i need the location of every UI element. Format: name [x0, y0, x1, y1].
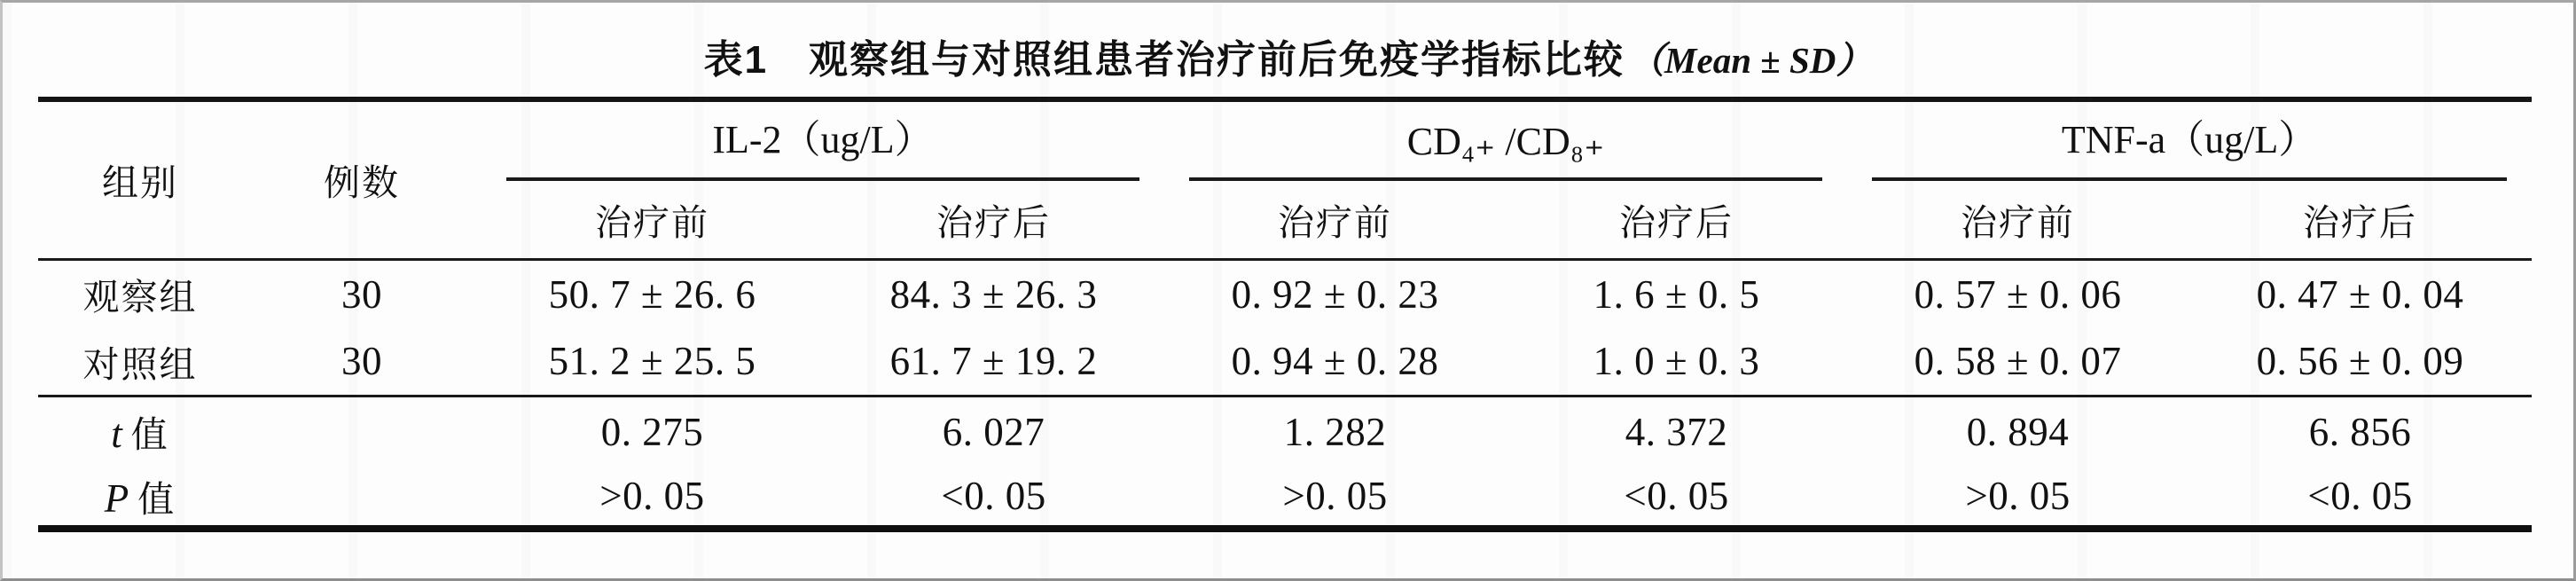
group-header-tnf-label: TNF-a（ug/L） [2061, 118, 2318, 161]
stat-value-cell: >0. 05 [1282, 474, 1388, 518]
value-cell: 1. 6 ± 0. 5 [1593, 271, 1760, 317]
stat-value-cell: >0. 05 [1965, 474, 2071, 518]
stat-value-cell: 1. 282 [1283, 409, 1387, 454]
table-row-control [38, 328, 2532, 396]
value-cell: 0. 56 ± 0. 09 [2188, 328, 2532, 396]
stat-value-cell: <0. 05 [1624, 474, 1729, 518]
stat-row-p [38, 467, 2532, 529]
col-header-group: 组别 [38, 99, 242, 259]
value-cell: 84. 3 ± 26. 3 [889, 271, 1098, 317]
stat-suffix: 值 [130, 414, 169, 456]
empty-cell [242, 467, 482, 529]
group-header-tnf [1847, 99, 2532, 181]
group-header-il2-label: IL-2（ug/L） [712, 118, 934, 161]
group-underline [1872, 107, 2507, 181]
data-table [38, 97, 2532, 532]
stat-row-label [38, 396, 242, 467]
stat-row-label [38, 467, 242, 529]
group-header-cd4-cd8 [1164, 99, 1847, 181]
stat-row-t [38, 396, 2532, 467]
value-cell: 0. 57 ± 0. 06 [1914, 271, 2122, 317]
subheader-tnf-before: 治疗前 [1847, 181, 2188, 259]
value-cell: 1. 0 ± 0. 3 [1506, 328, 1847, 396]
stat-symbol: t [111, 412, 122, 457]
table-title [3, 27, 2573, 84]
table-title-stat: （Mean ± SD） [1628, 40, 1873, 81]
value-cell: 0. 94 ± 0. 28 [1164, 328, 1506, 396]
col-header-n: 例数 [242, 99, 482, 259]
value-cell: 61. 7 ± 19. 2 [823, 328, 1164, 396]
stat-value-cell: <0. 05 [2307, 474, 2413, 518]
stat-symbol: P [104, 475, 129, 521]
stat-value-cell: 6. 856 [2308, 409, 2412, 454]
stat-suffix: 值 [137, 478, 176, 520]
stat-value-cell: 4. 372 [1625, 409, 1728, 454]
group-underline [506, 107, 1139, 181]
value-cell: 51. 2 ± 25. 5 [482, 328, 823, 396]
subheader-il2-after: 治疗后 [823, 181, 1164, 259]
value-cell: 50. 7 ± 26. 6 [548, 271, 756, 317]
value-cell: 0. 58 ± 0. 07 [1847, 328, 2188, 396]
table-title-text: 表1 观察组与对照组患者治疗前后免疫学指标比较 [703, 38, 1625, 82]
header-row-groups [38, 99, 2532, 181]
group-header-cd4-cd8-label: CD₄₊ /CD₈₊ [1406, 120, 1605, 163]
table-row-observation [38, 259, 2532, 328]
stat-value-cell: <0. 05 [941, 474, 1046, 518]
stat-value-cell: 0. 894 [1966, 409, 2070, 454]
row-label: 观察组 [82, 277, 198, 318]
subheader-tnf-after: 治疗后 [2188, 181, 2532, 259]
stat-value-cell: >0. 05 [599, 474, 705, 518]
subheader-il2-before: 治疗前 [482, 181, 823, 259]
group-header-il2 [482, 99, 1164, 181]
value-cell: 0. 47 ± 0. 04 [2256, 271, 2464, 317]
value-cell: 0. 92 ± 0. 23 [1231, 271, 1439, 317]
n-cell: 30 [341, 271, 382, 317]
empty-cell [242, 396, 482, 467]
group-underline [1189, 119, 1822, 181]
stat-value-cell: 6. 027 [942, 409, 1045, 454]
subheader-cd-after: 治疗后 [1506, 181, 1847, 259]
subheader-cd-before: 治疗前 [1164, 181, 1506, 259]
row-label: 对照组 [38, 328, 242, 396]
n-cell: 30 [242, 328, 482, 396]
stat-value-cell: 0. 275 [600, 409, 704, 454]
